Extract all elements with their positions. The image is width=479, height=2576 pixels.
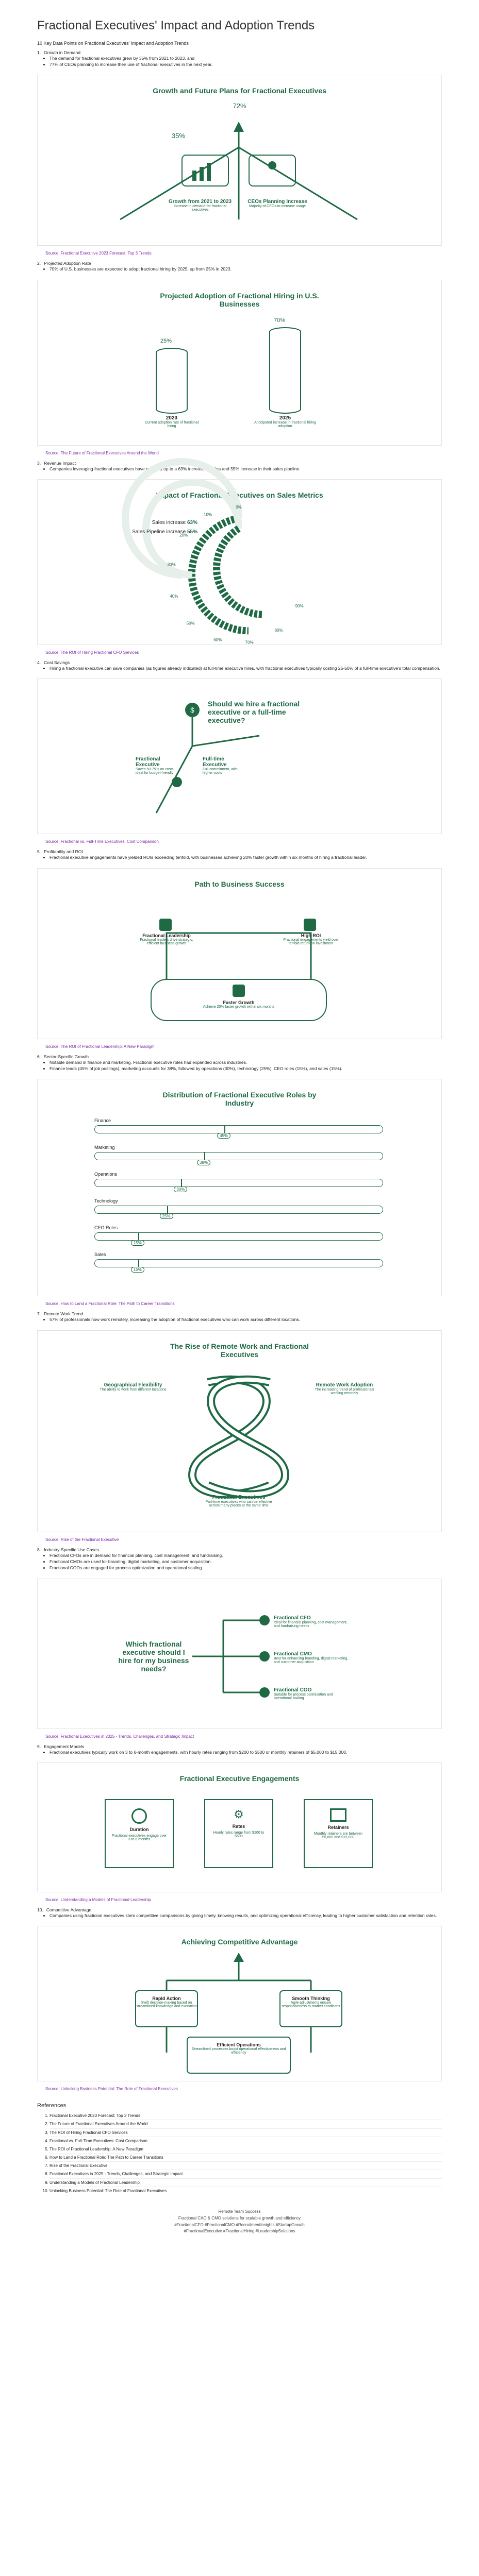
row-label: Sales increase bbox=[152, 520, 186, 526]
reference-item[interactable]: 2. The Future of Fractional Executives Around the World bbox=[49, 2120, 442, 2128]
growth-card bbox=[37, 75, 442, 246]
arrow-up-icon bbox=[234, 122, 244, 132]
option-cmo bbox=[274, 1651, 351, 1664]
source-9 bbox=[45, 1897, 442, 1902]
bar-fill bbox=[95, 1153, 205, 1160]
cost-card bbox=[37, 679, 442, 834]
bullet: • Finance leads (45% of job postings), marketing accounts for 38%, followed by operations (30%), technology (25%), CEO roles (15%), and sales (15%). bbox=[49, 1065, 442, 1072]
fulltime-option bbox=[203, 756, 244, 775]
item-thinking bbox=[280, 1996, 342, 2008]
cmo-icon bbox=[259, 1651, 270, 1662]
bar-label: Operations bbox=[94, 1172, 118, 1177]
fractional-execs bbox=[205, 1495, 272, 1507]
row-value: 63% bbox=[187, 520, 197, 526]
radial-track bbox=[125, 462, 239, 575]
item-title: Retainers bbox=[327, 1824, 349, 1830]
remote-card bbox=[37, 1330, 442, 1532]
section-2-bullets bbox=[43, 266, 442, 272]
section-heading: Growth in Demand bbox=[44, 49, 80, 55]
section-7 bbox=[37, 1311, 442, 1316]
bar-track bbox=[94, 1206, 383, 1219]
section-9-bullets bbox=[43, 1749, 442, 1755]
growth-diagram bbox=[38, 101, 441, 240]
radial-bar-chart bbox=[38, 503, 441, 645]
section-number: 3. bbox=[37, 460, 41, 466]
reference-item[interactable]: 8. Fractional Executives in 2025 - Trends, Challenges, and Strategic Impact bbox=[49, 2170, 442, 2178]
bar-fill bbox=[95, 1260, 139, 1267]
section-heading: Projected Adoption Rate bbox=[44, 261, 91, 266]
reference-item[interactable]: 1. Fractional Executive 2023 Forecast: Top 3 Trends bbox=[49, 2112, 442, 2120]
item-leadership bbox=[136, 933, 197, 945]
tick-label: 90% bbox=[295, 603, 304, 608]
section-heading: Profitability and ROI bbox=[44, 849, 83, 855]
advantage-card bbox=[37, 1926, 442, 2081]
item-title: Fractional Executives bbox=[212, 1494, 266, 1500]
source-1 bbox=[45, 251, 442, 256]
geo-flex bbox=[100, 1382, 167, 1392]
reference-item[interactable]: 9. Understanding a Models of Fractional Leadership bbox=[49, 2179, 442, 2187]
bar-icon bbox=[200, 167, 204, 181]
intro-text: 10 Key Data Points on Fractional Executives' Impact and Adoption Trends bbox=[37, 40, 189, 46]
use-case-card bbox=[37, 1579, 442, 1729]
bar-track bbox=[94, 1152, 383, 1165]
bar-label: CEO Roles bbox=[94, 1225, 118, 1231]
section-heading: Industry-Specific Use Cases bbox=[44, 1547, 99, 1552]
item-title: Efficient Operations bbox=[217, 2042, 261, 2048]
option-title: Full-time Executive bbox=[203, 756, 227, 768]
bar-track bbox=[94, 1125, 383, 1139]
pct-2025: 70% bbox=[274, 317, 286, 324]
section-6 bbox=[37, 1054, 442, 1059]
row-label: Sales Pipeline increase bbox=[132, 529, 186, 535]
page-title: Fractional Executives' Impact and Adoption Trends bbox=[37, 19, 315, 32]
option-sub: Best for enhancing branding, digital marketing, and customer acquisition bbox=[274, 1656, 349, 1664]
option-sub: Suitable for process optimization and operational scaling bbox=[274, 1692, 333, 1700]
item-title: Remote Work Adoption bbox=[316, 1382, 373, 1388]
card-title: Should we hire a fractional executive or a full-time executive? bbox=[208, 700, 300, 725]
source-link[interactable]: Source: How to Land a Fractional Role: The Path to Career Transitions bbox=[45, 1301, 175, 1307]
option-title: Fractional CFO bbox=[274, 1615, 311, 1621]
radial-bar bbox=[217, 529, 263, 615]
item-sub: Achieve 20% faster growth within six months bbox=[203, 1005, 275, 1009]
sub-2023: Current adoption rate of fractional hiring bbox=[144, 420, 199, 428]
bar-value: 25% bbox=[160, 1213, 173, 1219]
section-heading: Remote Work Trend bbox=[44, 1311, 83, 1317]
bullet: • Hiring a fractional executive can save companies (as figures already indicated) at full-time executive hires, with fractional executives typically costing 25-50% of a full-time executive's total compensation. bbox=[49, 665, 442, 671]
reference-item[interactable]: 6. How to Land a Fractional Role: The Path to Career Transitions bbox=[49, 2154, 442, 2162]
bar-icon bbox=[192, 171, 196, 181]
section-4 bbox=[37, 660, 442, 665]
ceo-label: CEOs Planning Increase bbox=[247, 199, 307, 205]
source-link[interactable]: Source: Fractional Executive 2023 Forecast: Top 3 Trends bbox=[45, 251, 152, 256]
advantage-diagram bbox=[38, 1950, 441, 2078]
bullet: • Companies using fractional executives stem competitive comparisons by giving timely, knowing results, and optimizing operational efficiency, leading to higher customer satisfaction and retention rates. bbox=[49, 1912, 442, 1919]
bar-row bbox=[94, 1145, 383, 1165]
section-heading: Competitive Advantage bbox=[46, 1907, 92, 1912]
cylinder-2023 bbox=[156, 352, 187, 413]
footer bbox=[37, 2209, 442, 2235]
source-4 bbox=[45, 839, 442, 844]
bar-value: 30% bbox=[174, 1187, 187, 1192]
reference-item[interactable]: 7. Rise of the Fractional Executive bbox=[49, 2162, 442, 2170]
bullet: • 57% of professionals now work remotely, increasing the adoption of fractional executives who can work across different locations. bbox=[49, 1316, 442, 1323]
fractional-option bbox=[136, 756, 177, 775]
adoption-card bbox=[37, 280, 442, 446]
item-sub: Agile adjustments ensure responsiveness to market conditions bbox=[282, 2001, 340, 2009]
path-diagram bbox=[38, 892, 441, 1036]
source-10 bbox=[45, 2087, 442, 2091]
item-growth bbox=[187, 1000, 290, 1009]
section-number: 7. bbox=[37, 1311, 41, 1317]
card-title: Growth and Future Plans for Fractional Executives bbox=[153, 87, 326, 95]
cylinder-chart bbox=[38, 311, 441, 445]
ceo-percent: 72% bbox=[233, 102, 246, 110]
bullet: • 70% of U.S. businesses are expected to adopt fractional hiring by 2025, up from 25% in 2023. bbox=[49, 266, 442, 272]
references-list bbox=[43, 2112, 442, 2195]
section-number: 5. bbox=[37, 849, 41, 855]
section-number: 8. bbox=[37, 1547, 41, 1552]
bar-fill bbox=[95, 1126, 225, 1133]
bullet: • Fractional executive engagements have yielded ROIs exceeding tenfold, with businesses achieving 20% faster growth within six months of hiring a fractional leader. bbox=[49, 854, 442, 860]
source-5 bbox=[45, 1044, 442, 1049]
roi-icon bbox=[304, 919, 316, 931]
bullet: • Fractional executives typically work on 3 to 6-month engagements, with hourly rates ranging from $200 to $500 or monthly retainers of $5,000 to $15,000. bbox=[49, 1749, 442, 1755]
engagement-card bbox=[37, 1762, 442, 1892]
tree-diagram bbox=[38, 1579, 441, 1728]
dollar-symbol: $ bbox=[190, 706, 194, 715]
section-9 bbox=[37, 1744, 442, 1749]
item-sub: The increasing trend of professionals working remotely bbox=[315, 1387, 374, 1395]
item-retainers bbox=[304, 1799, 373, 1868]
radial-bar bbox=[192, 518, 249, 631]
source-6 bbox=[45, 1301, 442, 1306]
section-3-bullets bbox=[43, 466, 442, 472]
ceo-sublabel: Majority of CEOs to increase usage bbox=[249, 205, 306, 209]
bar-value: 15% bbox=[131, 1240, 144, 1246]
label-2025 bbox=[254, 415, 316, 428]
bar-value: 15% bbox=[131, 1267, 144, 1273]
bullet: • Fractional COOs are engaged for process optimization and operational scaling. bbox=[49, 1565, 442, 1571]
reference-item[interactable]: 3. The ROI of Hiring Fractional CFO Services bbox=[49, 2129, 442, 2137]
source-link[interactable]: Source: Understanding a Models of Fractional Leadership bbox=[45, 1897, 151, 1902]
sub-2025: Anticipated increase in fractional hiring adoption bbox=[254, 420, 316, 428]
section-1 bbox=[37, 50, 442, 55]
item-title: Rates bbox=[232, 1823, 245, 1829]
section-number: 10. bbox=[37, 1907, 43, 1912]
bar-value: 45% bbox=[217, 1133, 230, 1139]
tick-label: 80% bbox=[274, 628, 283, 633]
card-title: Projected Adoption of Fractional Hiring in U.S. Businesses bbox=[160, 291, 319, 308]
item-sub: Monthly retainers are between $5,000 and $15,000 bbox=[313, 1832, 363, 1839]
source-link[interactable]: Source: Unlocking Business Potential: The Role of Fractional Executives bbox=[45, 2087, 178, 2092]
bullet: • The demand for fractional executives grew by 35% from 2021 to 2023, and bbox=[49, 55, 442, 61]
bullet: • Fractional CFOs are in demand for financial planning, cost management, and fundraising. bbox=[49, 1552, 442, 1558]
item-sub: Swift decision-making based on streamlined knowledge and execution bbox=[136, 2001, 197, 2009]
item-title: Faster Growth bbox=[223, 999, 255, 1005]
section-heading: Revenue Impact bbox=[44, 460, 76, 466]
bar-label: Marketing bbox=[94, 1145, 115, 1150]
section-5 bbox=[37, 849, 442, 854]
item-sub: Fractional engagements yield over tenfold return on investment bbox=[283, 938, 339, 945]
source-link[interactable]: Source: Fractional Executives in 2025 - Trends, Challenges, and Strategic Impact bbox=[45, 1734, 194, 1739]
footer-line: Remote Team Success bbox=[218, 2209, 261, 2214]
item-rapid bbox=[136, 1996, 197, 2008]
section-number: 1. bbox=[37, 49, 41, 55]
item-sub: Hourly rates range from $200 to $500 bbox=[213, 1831, 265, 1838]
cylinder-2025 bbox=[270, 332, 301, 413]
item-title: Rapid Action bbox=[152, 1996, 181, 2002]
person-icon bbox=[268, 161, 276, 170]
card-title: Fractional Executive Engagements bbox=[179, 1774, 300, 1783]
leadership-icon bbox=[159, 919, 172, 931]
card-title: Path to Business Success bbox=[194, 879, 285, 888]
bar-row bbox=[94, 1118, 383, 1139]
source-3 bbox=[45, 650, 442, 655]
source-link[interactable]: Source: Rise of the Fractional Executive bbox=[45, 1537, 119, 1542]
reference-item[interactable]: 10. Unlocking Business Potential: The Role of Fractional Executives bbox=[49, 2187, 442, 2195]
reference-item[interactable]: 5. The ROI of Fractional Leadership: A New Paradigm bbox=[49, 2145, 442, 2154]
reference-item[interactable]: 4. Fractional vs. Full-Time Executives: Cost Comparison bbox=[49, 2137, 442, 2145]
section-10-bullets bbox=[43, 1912, 442, 1919]
bar-track bbox=[94, 1179, 383, 1192]
tree-lines bbox=[192, 1620, 259, 1692]
section-3 bbox=[37, 461, 442, 466]
growth-percent: 35% bbox=[172, 132, 186, 140]
footer-line: #FractionalCFO #FractionalCMO #RecruitmentInsights #StartupGrowth bbox=[174, 2222, 305, 2227]
section-number: 6. bbox=[37, 1054, 41, 1059]
tick-label: 10% bbox=[204, 512, 212, 517]
growth-label: Growth from 2021 to 2023 bbox=[168, 199, 232, 205]
section-6-bullets bbox=[43, 1059, 442, 1072]
bar-row bbox=[94, 1252, 383, 1273]
person-icon bbox=[172, 777, 182, 787]
item-duration bbox=[105, 1799, 174, 1868]
section-7-bullets bbox=[43, 1316, 442, 1323]
bar-row bbox=[94, 1198, 383, 1219]
section-4-bullets bbox=[43, 665, 442, 671]
item-sub: Streamlined processes boost operational effectiveness and efficiency bbox=[191, 2047, 286, 2055]
option-title: Fractional COO bbox=[274, 1687, 312, 1693]
option-title: Fractional CMO bbox=[274, 1651, 312, 1657]
card-title: The Rise of Remote Work and Fractional Executives bbox=[170, 1342, 309, 1359]
bar-icon bbox=[207, 163, 211, 181]
source-7 bbox=[45, 1537, 442, 1542]
engagement-items bbox=[105, 1799, 373, 1868]
item-title: Fractional Leadership bbox=[142, 933, 191, 938]
section-number: 9. bbox=[37, 1743, 41, 1749]
item-title: Geographical Flexibility bbox=[104, 1382, 162, 1388]
option-title: Fractional Executive bbox=[136, 756, 160, 768]
item-efficiency bbox=[187, 2042, 290, 2055]
label-2023 bbox=[141, 415, 203, 428]
radial-row-1 bbox=[125, 520, 197, 526]
footer-line: Fractional CXO & CMO solutions for scalable growth and efficiency bbox=[178, 2215, 301, 2221]
option-cfo bbox=[274, 1615, 351, 1628]
document-icon bbox=[330, 1808, 346, 1822]
decision-question: Which fractional executive should I hire for my business needs? bbox=[118, 1639, 189, 1673]
option-sub: Ideal for financial planning, cost management, and fundraising needs bbox=[274, 1620, 348, 1628]
tick-label: 60% bbox=[213, 637, 222, 642]
card-title: Impact of Fractional Executives on Sales Metrics bbox=[156, 491, 323, 500]
bar-track bbox=[94, 1232, 383, 1246]
section-5-bullets bbox=[43, 854, 442, 860]
item-sub: Part-time executives who can be effective across many places at the same time bbox=[205, 1500, 272, 1507]
source-link[interactable]: Source: Fractional vs. Full-Time Executives: Cost Comparison bbox=[45, 839, 159, 844]
section-number: 4. bbox=[37, 660, 41, 666]
rates-icon: ⚙ bbox=[234, 1807, 244, 1821]
bar-track bbox=[94, 1259, 383, 1273]
bar-row bbox=[94, 1172, 383, 1192]
bar-fill bbox=[95, 1179, 182, 1187]
footer-line: #FractionalExecutive #FractionalHiring #LeadershipSolutions bbox=[184, 2229, 295, 2234]
item-sub: Fractional leaders drive strategic, efficient business growth bbox=[140, 938, 193, 945]
pct-2023: 25% bbox=[160, 337, 172, 344]
item-rates bbox=[204, 1799, 273, 1868]
bar-fill bbox=[95, 1233, 139, 1240]
option-coo bbox=[274, 1687, 351, 1700]
row-value: 55% bbox=[187, 529, 197, 535]
source-link[interactable]: Source: The Future of Fractional Executives Around the World bbox=[45, 450, 159, 455]
references-title: References bbox=[37, 2103, 67, 2109]
source-2 bbox=[45, 451, 442, 455]
bullet: • Notable demand in finance and marketing. Fractional executive roles had expanded across industries. bbox=[49, 1059, 442, 1065]
industry-bars bbox=[94, 1118, 383, 1279]
bar-row bbox=[94, 1225, 383, 1246]
item-sub: Fractional executives engage over 3 to 6 months bbox=[111, 1834, 167, 1841]
bar-fill bbox=[95, 1206, 168, 1213]
bullet: • Companies leveraging fractional executives have reported up to a 63% increase in sales and 55% increase in their sales pipeline. bbox=[49, 466, 442, 472]
growth-icon bbox=[233, 985, 245, 997]
tick-label: 20% bbox=[179, 533, 188, 538]
ceo-label-block bbox=[244, 199, 311, 208]
cfo-icon bbox=[259, 1615, 270, 1625]
bar-value: 38% bbox=[197, 1160, 210, 1165]
bullet: • Fractional CMOs are used for branding, digital marketing, and customer acquisition. bbox=[49, 1558, 442, 1565]
year-2025: 2025 bbox=[279, 415, 291, 421]
section-2 bbox=[37, 261, 442, 266]
tick-label: 70% bbox=[245, 640, 254, 645]
item-roi bbox=[280, 933, 342, 945]
card-title: Achieving Competitive Advantage bbox=[181, 1938, 298, 1946]
roi-card bbox=[37, 868, 442, 1039]
item-title: Duration bbox=[129, 1826, 149, 1832]
source-8 bbox=[45, 1734, 442, 1739]
remote-adoption bbox=[311, 1382, 378, 1395]
source-link[interactable]: Source: The ROI of Hiring Fractional CFO Services bbox=[45, 650, 139, 655]
section-8 bbox=[37, 1547, 442, 1552]
section-10 bbox=[37, 1907, 442, 1912]
option-sub: Full commitment, with higher costs bbox=[203, 768, 238, 775]
section-1-bullets bbox=[43, 55, 442, 68]
item-sub: The ability to work from different locations bbox=[100, 1387, 167, 1392]
clock-icon bbox=[131, 1808, 147, 1824]
coo-icon bbox=[259, 1687, 270, 1698]
item-title: Smooth Thinking bbox=[292, 1996, 330, 2002]
bar-label: Finance bbox=[94, 1118, 111, 1124]
option-sub: Saves 50-75% on costs, ideal for budget-friendly bbox=[136, 768, 175, 775]
card-title: Distribution of Fractional Executive Roles by Industry bbox=[162, 1091, 317, 1108]
sales-card bbox=[37, 479, 442, 645]
item-title: High ROI bbox=[301, 933, 321, 938]
tick-label: 0% bbox=[236, 505, 242, 510]
bar-label: Technology bbox=[94, 1198, 118, 1204]
bar-label: Sales bbox=[94, 1252, 106, 1258]
tick-label: 50% bbox=[186, 621, 195, 626]
section-number: 2. bbox=[37, 261, 41, 266]
growth-sublabel: Increase in demand for fractional executives bbox=[174, 205, 226, 212]
chart-icon bbox=[182, 155, 228, 186]
tick-label: 40% bbox=[170, 594, 178, 599]
section-heading: Engagement Models bbox=[44, 1743, 85, 1749]
bullet: • 77% of CEOs planning to increase their use of fractional executives in the next year. bbox=[49, 61, 442, 67]
section-heading: Sector-Specific Growth bbox=[44, 1054, 89, 1059]
year-2023: 2023 bbox=[166, 415, 178, 421]
growth-label-block bbox=[167, 199, 234, 212]
industry-card bbox=[37, 1079, 442, 1296]
source-link[interactable]: Source: The ROI of Fractional Leadership: A New Paradigm bbox=[45, 1044, 155, 1049]
section-heading: Cost Savings bbox=[44, 660, 70, 666]
arrow-up-icon bbox=[234, 1953, 244, 1962]
section-8-bullets bbox=[43, 1552, 442, 1571]
tick-label: 30% bbox=[167, 562, 176, 567]
people-icon bbox=[249, 155, 295, 186]
